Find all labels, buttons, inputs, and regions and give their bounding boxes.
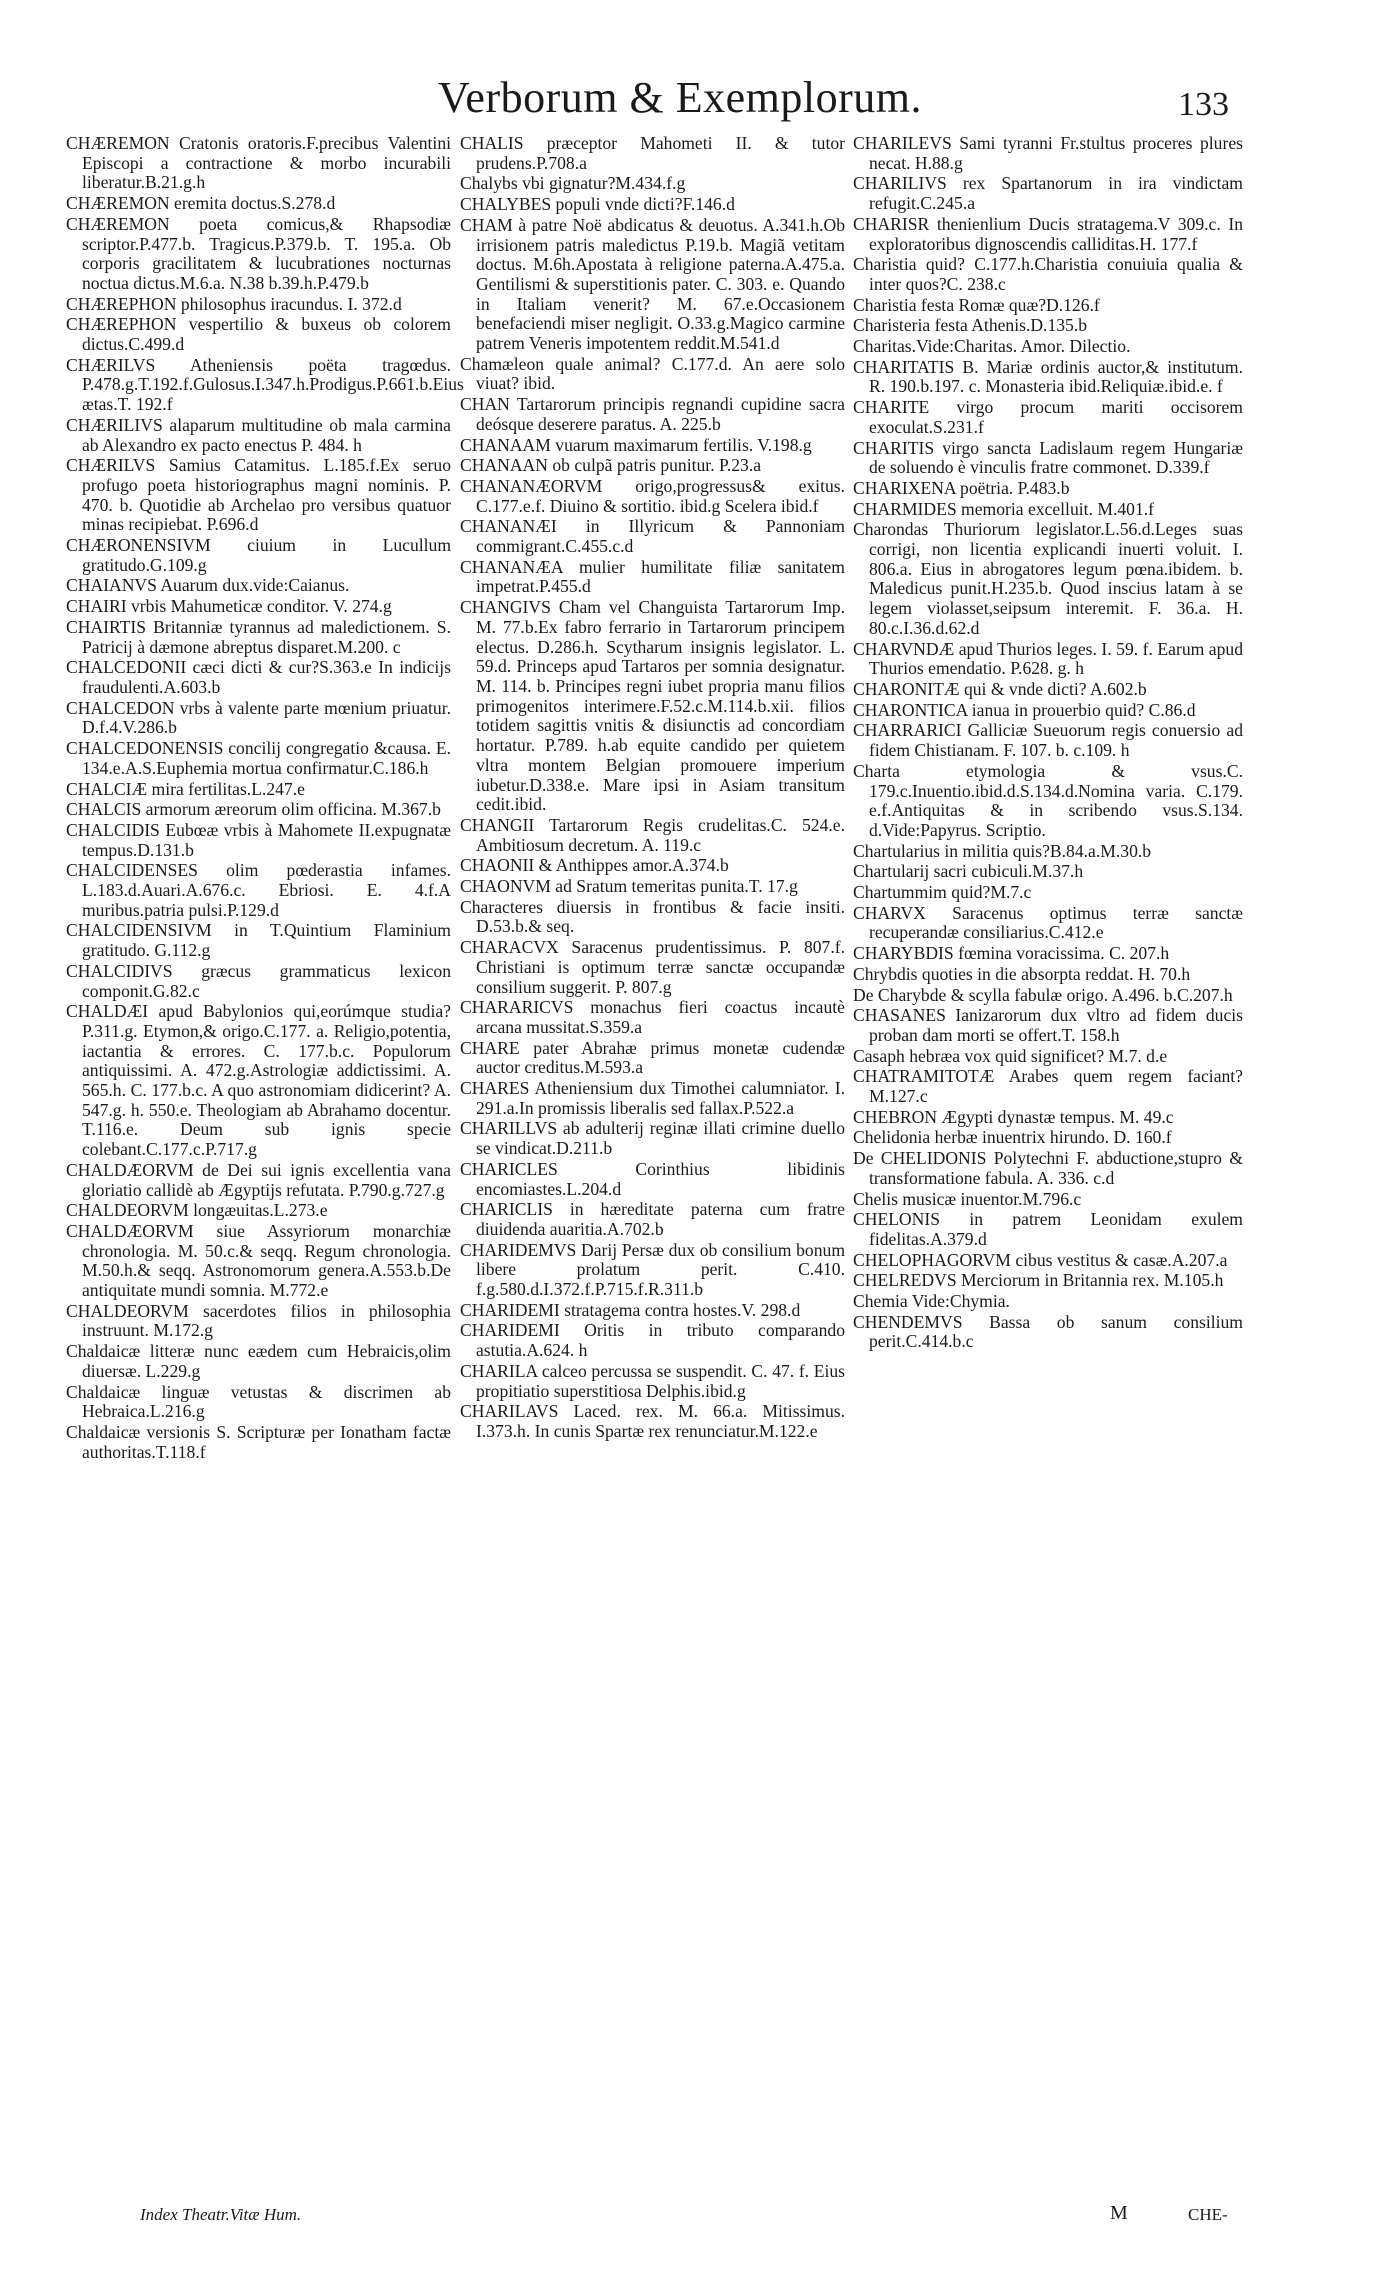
index-entry: CHARIDEMI Oritis in tributo comparando astutia.A.624. h (460, 1320, 845, 1361)
index-entry: CHARILA calceo percussa se suspendit. C. 47. f. Eius propitiatio superstitiosa Delphis.ibid.g (460, 1360, 845, 1401)
index-entry: CHENDEMVS Bassa ob sanum consilium perit.C.414.b.c (853, 1311, 1243, 1352)
index-entry: CHARICLES Corinthius libidinis encomiastes.L.204.d (460, 1158, 845, 1199)
index-entry: Casaph hebræa vox quid significet? M.7. d.e (853, 1045, 1168, 1066)
index-entry: Characteres diuersis in frontibus & facie insiti. D.53.b.& seq. (460, 896, 845, 937)
index-entry: CHALCEDON vrbs à valente parte mœnium priuatur. D.f.4.V.286.b (66, 697, 451, 738)
index-entry: CHARIXENA poëtria. P.483.b (853, 477, 1070, 498)
index-entry: CHANGII Tartarorum Regis crudelitas.C. 524.e. Ambitiosum decretum. A. 119.c (460, 814, 845, 855)
signature-line: Index Theatr.Vitæ Hum. (140, 2205, 302, 2224)
index-entry: CHALYBES populi vnde dicti?F.146.d (460, 194, 735, 215)
index-entry: CHAM à patre Noë abdicatus & deuotus. A.341.h.Ob irrisionem patris maledictus P.19.b. Magiã vetitam doctus. M.6h.Apostata à religione paterna.A.475.a. Gentilismi & superstitionis pater. C. 303. e. Quando in Italiam venerit? M. 67.e.Occasionem benefaciendi miser negligit. O.33.g.Magico carmine patrem Veneris impotentem reddit.M.541.d (460, 214, 845, 354)
index-entry: CHALCIÆ mira fertilitas.L.247.e (66, 778, 305, 799)
index-entry: CHANANÆI in Illyricum & Pannoniam commigrant.C.455.c.d (460, 516, 845, 557)
index-entry: CHARITIS virgo sancta Ladislaum regem Hungariæ de soluendo è vinculis fratre commonet. D.339.f (853, 437, 1243, 478)
index-entry: CHELREDVS Merciorum in Britannia rex. M.105.h (853, 1270, 1224, 1291)
index-entry: CHEBRON Ægypti dynastæ tempus. M. 49.c (853, 1106, 1174, 1127)
index-entry: CHALDÆI apud Babylonios qui,eorúmque studia? P.311.g. Etymon,& origo.C.177. a. Religio,potentia, iactantia & errores. C. 177.b.c. Populorum antiquissimi. A. 472.g.Astrologiæ addictissimi. A. 565.h. C. 177.b.c. A quo astronomiam didicerint? A. 547.g. h. 550.e. Theologiam ab Abrahamo docentur. T.116.e. Deum sub ignis specie colebant.C.177.c.P.717.g (66, 1001, 451, 1160)
index-entry: CHAIRTIS Britanniæ tyrannus ad maledictionem. S. Patricij à dæmone abreptus disparet.M.200. c (66, 616, 451, 657)
index-column-right (853, 134, 1243, 1353)
index-entry: CHALDEORVM longæuitas.L.273.e (66, 1200, 328, 1221)
index-entry: Chamæleon quale animal? C.177.d. An aere solo viuat? ibid. (460, 353, 845, 394)
catchword: CHE- (1188, 2205, 1228, 2224)
index-entry: CHÆREMON eremita doctus.S.278.d (66, 193, 336, 214)
index-entry: CHAIRI vrbis Mahumeticæ conditor. V. 274.g (66, 596, 392, 617)
index-entry: CHARE pater Abrahæ primus monetæ cudendæ auctor creditus.M.593.a (460, 1037, 845, 1078)
index-entry: De CHELIDONIS Polytechni F. abductione,stupro & transformatione fabula. A. 336. c.d (853, 1148, 1243, 1188)
index-entry: CHARYBDIS fœmina voracissima. C. 207.h (853, 943, 1170, 964)
index-entry: CHALCIDIVS græcus grammaticus lexicon componit.G.82.c (66, 960, 451, 1001)
index-entry: CHÆREMON Cratonis oratoris.F.precibus Valentini Episcopi a contractione & morbo incurabili liberatur.B.21.g.h (66, 133, 451, 193)
index-entry: Chelis musicæ inuentor.M.796.c (853, 1188, 1082, 1209)
index-entry: Chrybdis quoties in die absorpta reddat. H. 70.h (853, 963, 1191, 984)
index-entry: Charondas Thuriorum legislator.L.56.d.Leges suas corrigi, non licentia explicandi inuerti voluit. I. 806.a. Eius in abrogatores legum pœna.ibidem. b. Maledicus punit.H.235.b. Quod inscius latam à se legem violasset,seipsum interemit. F. 36.a. H. 80.c.I.36.d.62.d (853, 519, 1243, 638)
index-entry: CHARONTICA ianua in prouerbio quid? C.86.d (853, 699, 1196, 720)
index-entry: Chaldaicæ linguæ vetustas & discrimen ab Hebraica.L.216.g (66, 1381, 451, 1422)
index-entry: CHALCIDIS Eubœæ vrbis à Mahomete II.expugnatæ tempus.D.131.b (66, 819, 451, 860)
index-entry: CHARILAVS Laced. rex. M. 66.a. Mitissimus. I.373.h. In cunis Spartæ rex renunciatur.M.122.e (460, 1401, 845, 1441)
index-entry: CHARACVX Saracenus prudentissimus. P. 807.f. Christiani is optimum terræ sanctæ occupandæ consilium suggerit. P. 807.g (460, 937, 845, 997)
index-entry: CHALIS præceptor Mahometi II. & tutor prudens.P.708.a (460, 133, 845, 173)
index-entry: CHÆRILVS Atheniensis poëta tragœdus. P.478.g.T.192.f.Gulosus.I.347.h.Prodigus.P.661.b.Eius ætas.T. 192.f (66, 354, 464, 415)
index-entry: Chemia Vide:Chymia. (853, 1291, 1010, 1312)
index-entry: Chartummim quid?M.7.c (853, 882, 1032, 903)
index-entry: CHAONII & Anthippes amor.A.374.b (460, 855, 729, 876)
index-entry: CHÆREPHON philosophus iracundus. I. 372.d (66, 293, 402, 314)
index-entry: CHANANÆA mulier humilitate filiæ sanitatem impetrat.P.455.d (460, 556, 845, 597)
index-entry: CHARARICVS monachus fieri coactus incautè arcana mussitat.S.359.a (460, 997, 845, 1037)
index-entry: CHÆREMON poeta comicus,& Rhapsodiæ scriptor.P.477.b. Tragicus.P.379.b. T. 195.a. Ob corporis gracilitatem & lucubrationes nocturnas noctua dictus.M.6.a. N.38 b.39.h.P.479.b (66, 213, 451, 293)
index-entry: Chartularius in militia quis?B.84.a.M.30.b (853, 840, 1152, 861)
index-entry: CHARONITÆ qui & vnde dicti? A.602.b (853, 678, 1147, 699)
index-entry: CHELOPHAGORVM cibus vestitus & casæ.A.207.a (853, 1249, 1228, 1270)
index-entry: CHARITATIS B. Mariæ ordinis auctor,& institutum. R. 190.b.197. c. Monasteria ibid.Reliquiæ.ibid.e. f (853, 356, 1243, 397)
index-entry: CHARILLVS ab adulterij reginæ illati crimine duello se vindicat.D.211.b (460, 1118, 845, 1159)
index-entry: CHARVX Saracenus optimus terræ sanctæ recuperandæ consiliarius.C.412.e (853, 902, 1243, 943)
index-entry: Charitas.Vide:Charitas. Amor. Dilectio. (853, 336, 1131, 357)
index-entry: CHARRARICI Galliciæ Sueuorum regis conuersio ad fidem Chistianam. F. 107. b. c.109. h (853, 720, 1243, 761)
index-entry: CHALCIS armorum æreorum olim officina. M.367.b (66, 799, 441, 820)
index-entry: Chaldaicæ litteræ nunc eædem cum Hebraicis,olim diuersæ. L.229.g (66, 1341, 451, 1381)
index-entry: CHANAAN ob culpã patris punitur. P.23.a (460, 455, 762, 476)
index-entry: CHARES Atheniensium dux Timothei calumniator. I. 291.a.In promissis liberalis sed fallax.P.522.a (460, 1078, 845, 1118)
index-entry: Charta etymologia & vsus.C. 179.c.Inuentio.ibid.d.S.134.d.Nomina varia. C.179. e.f.Antiquitas & in scribendo vsus.S.134. d.Vide:Papyrus. Scriptio. (853, 760, 1243, 840)
index-entry: CHÆRILVS Samius Catamitus. L.185.f.Ex seruo profugo poeta historiographus magni nominis. P. 470. b. Quotidie ab Archelao pro versibus quatuor minas recipiebat. P.696.d (66, 455, 451, 535)
index-entry: CHAN Tartarorum principis regnandi cupidine sacra deósque deserere paratus. A. 225.b (460, 394, 845, 434)
index-entry: CHÆRILIVS alaparum multitudine ob mala carmina ab Alexandro ex pacto enectus P. 484. h (66, 414, 451, 455)
index-entry: CHARICLIS in hæreditate paterna cum fratre diuidenda auaritia.A.702.b (460, 1199, 845, 1239)
index-entry: CHATRAMITOTÆ Arabes quem regem faciant?M.127.c (853, 1066, 1243, 1107)
index-entry: CHASANES Ianizarorum dux vltro ad fidem ducis proban dam morti se offert.T. 158.h (853, 1005, 1243, 1045)
index-entry: CHARITE virgo procum mariti occisorem exoculat.S.231.f (853, 397, 1243, 437)
index-column-left (66, 133, 464, 1463)
index-entry: CHALCEDONII cæci dicti & cur?S.363.e In indicijs fraudulenti.A.603.b (66, 657, 451, 697)
index-entry: CHARIDEMI stratagema contra hostes.V. 298.d (460, 1299, 801, 1320)
index-entry: CHARVNDÆ apud Thurios leges. I. 59. f. Earum apud Thurios emendatio. P.628. g. h (853, 638, 1243, 679)
index-entry: Chartularij sacri cubiculi.M.37.h (853, 861, 1084, 882)
index-entry: CHAIANVS Auarum dux.vide:Caianus. (66, 575, 350, 596)
index-entry: CHARILEVS Sami tyranni Fr.stultus proceres plures necat. H.88.g (853, 133, 1243, 173)
index-entry: CHARMIDES memoria excelluit. M.401.f (853, 498, 1155, 519)
index-entry: CHARISR thenienlium Ducis stratagema.V 309.c. In exploratoribus dignoscendis calliditas.H. 177.f (853, 213, 1243, 254)
index-entry: CHALDEORVM sacerdotes filios in philosophia instruunt. M.172.g (66, 1300, 451, 1341)
index-entry: CHANGIVS Cham vel Changuista Tartarorum Imp. M. 77.b.Ex fabro ferrario in Tartarorum principem electus. D.286.h. Scytharum insignis legislator. L. 59.d. Princeps apud Tartaros per somnia designatur. M. 114. b. Principes regni iubet propria manu filios primogenitos interimere.F.52.c.M.114.b.xii. filios totidem sagittis vnitis & disiunctis ad concordiam hortatur. P.789. h.ab equite candido per quietem vltra montem Belgian promouere imperium iubetur.D.338.e. Mare ipsi in Asiam transitum cedit.ibid. (460, 597, 845, 815)
index-entry: Chalybs vbi gignatur?M.434.f.g (460, 173, 686, 194)
index-entry: CHALCEDONENSIS concilij congregatio &causa. E. 134.e.A.S.Euphemia mortua confirmatur.C.186.h (66, 738, 451, 778)
index-entry: CHAONVM ad Sratum temeritas punita.T. 17.g (460, 876, 798, 897)
signature-mark: M (1110, 2202, 1128, 2224)
index-entry: Chelidonia herbæ inuentrix hirundo. D. 160.f (853, 1127, 1172, 1148)
index-entry: CHALCIDENSES olim pœderastia infames. L.183.d.Auari.A.676.c. Ebriosi. E. 4.f.A muribus.patria pulsi.P.129.d (66, 860, 451, 920)
index-entry: Charistia quid? C.177.h.Charistia conuiuia qualia & inter quos?C. 238.c (853, 254, 1243, 294)
index-entry: CHALCIDENSIVM in T.Quintium Flaminium gratitudo. G.112.g (66, 920, 451, 961)
index-entry: Charistia festa Romæ quæ?D.126.f (853, 294, 1100, 315)
index-entry: CHÆRONENSIVM ciuium in Lucullum gratitudo.G.109.g (66, 535, 451, 575)
index-entry: CHANANÆORVM origo,progressus& exitus. C.177.e.f. Diuino & sortitio. ibid.g Scelera ibid.f (460, 475, 845, 516)
index-entry: CHALDÆORVM siue Assyriorum monarchiæ chronologia. M. 50.c.& seqq. Regum chronologia. M.50.h.& seqq. Astronomorum genera.A.553.b.De antiquitate mundi somnia. M.772.e (66, 1220, 451, 1301)
index-entry: CHARILIVS rex Spartanorum in ira vindictam refugit.C.245.a (853, 173, 1243, 214)
running-header: Verborum & Exemplorum. (438, 73, 922, 122)
index-entry: CHALDÆORVM de Dei sui ignis excellentia vana gloriatio callidè ab Ægyptijs refutata. P.790.g.727.g (66, 1159, 451, 1200)
index-entry: CHÆREPHON vespertilio & buxeus ob colorem dictus.C.499.d (66, 314, 451, 355)
index-column-middle (460, 134, 845, 1443)
index-entry: De Charybde & scylla fabulæ origo. A.496. b.C.207.h (853, 984, 1233, 1005)
index-entry: CHELONIS in patrem Leonidam exulem fidelitas.A.379.d (853, 1209, 1243, 1249)
index-entry: Chaldaicæ versionis S. Scripturæ per Ionatham factæ authoritas.T.118.f (66, 1422, 451, 1462)
index-entry: CHARIDEMVS Darij Persæ dux ob consilium bonum libere prolatum perit. C.410. f.g.580.d.I.372.f.P.715.f.R.311.b (460, 1239, 845, 1300)
index-entry: CHANAAM vuarum maximarum fertilis. V.198.g (460, 434, 812, 455)
index-entry: Charisteria festa Athenis.D.135.b (853, 315, 1088, 336)
page-number: 133 (1178, 86, 1229, 123)
